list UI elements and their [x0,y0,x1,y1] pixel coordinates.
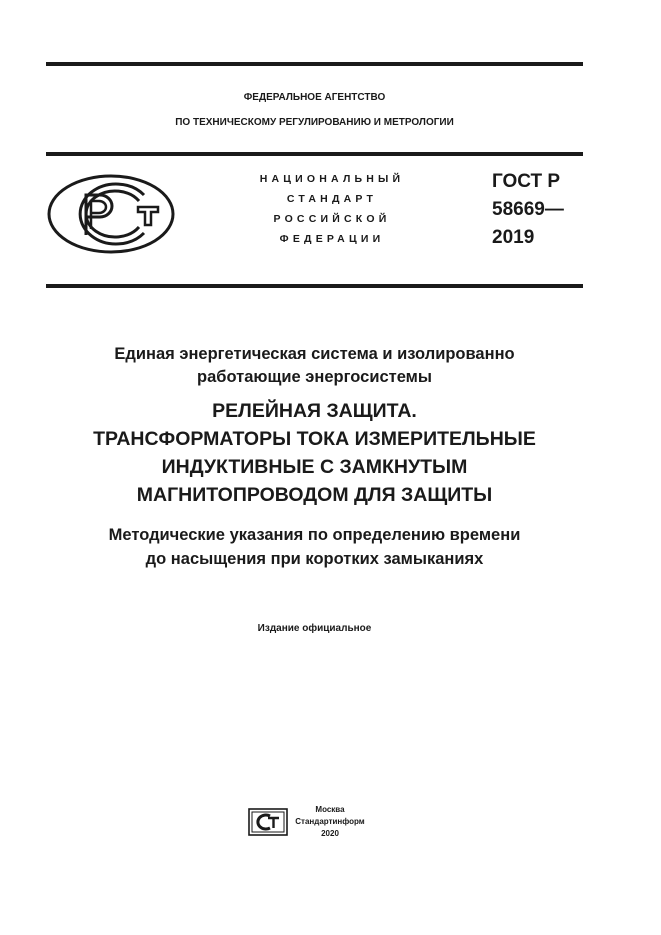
designation-line-1: ГОСТ Р [492,171,561,192]
designation-line-2: 58669— [492,199,564,220]
agency-line-2: ПО ТЕХНИЧЕСКОМУ РЕГУЛИРОВАНИЮ И МЕТРОЛОГИИ [175,117,454,128]
edition-note: Издание официальное [257,623,372,634]
main-title-line-3: ИНДУКТИВНЫЕ С ЗАМКНУТЫМ [161,456,468,478]
header-rule [46,152,583,156]
main-title-line-1: РЕЛЕЙНАЯ ЗАЩИТА. [212,400,417,422]
system-title-line-1: Единая энергетическая система и изолированно [114,345,515,363]
standard-label-line-4: ФЕДЕРАЦИИ [279,233,385,245]
system-title-line-2: работающие энергосистемы [197,368,432,386]
publisher-city: Москва [315,805,345,814]
publisher-name: Стандартинформ [295,817,365,826]
standard-label-line-3: РОССИЙСКОЙ [273,213,391,225]
main-title-line-4: МАГНИТОПРОВОДОМ ДЛЯ ЗАЩИТЫ [136,484,493,506]
designation-line-3: 2019 [492,227,535,248]
rst-logo-icon [46,173,176,255]
method-title-line-2: до насыщения при коротких замыканиях [145,550,484,568]
standard-label-line-2: СТАНДАРТ [286,193,378,205]
method-title-line-1: Методические указания по определению времени [108,526,521,544]
agency-line-1: ФЕДЕРАЛЬНОЕ АГЕНТСТВО [243,92,386,103]
standard-label-line-1: НАЦИОНАЛЬНЫЙ [259,173,405,185]
designation-rule [46,284,583,288]
main-title-line-2: ТРАНСФОРМАТОРЫ ТОКА ИЗМЕРИТЕЛЬНЫЕ [93,428,536,450]
standartinform-logo-icon [248,808,288,836]
publisher-year: 2020 [321,829,339,838]
top-rule [46,62,583,66]
